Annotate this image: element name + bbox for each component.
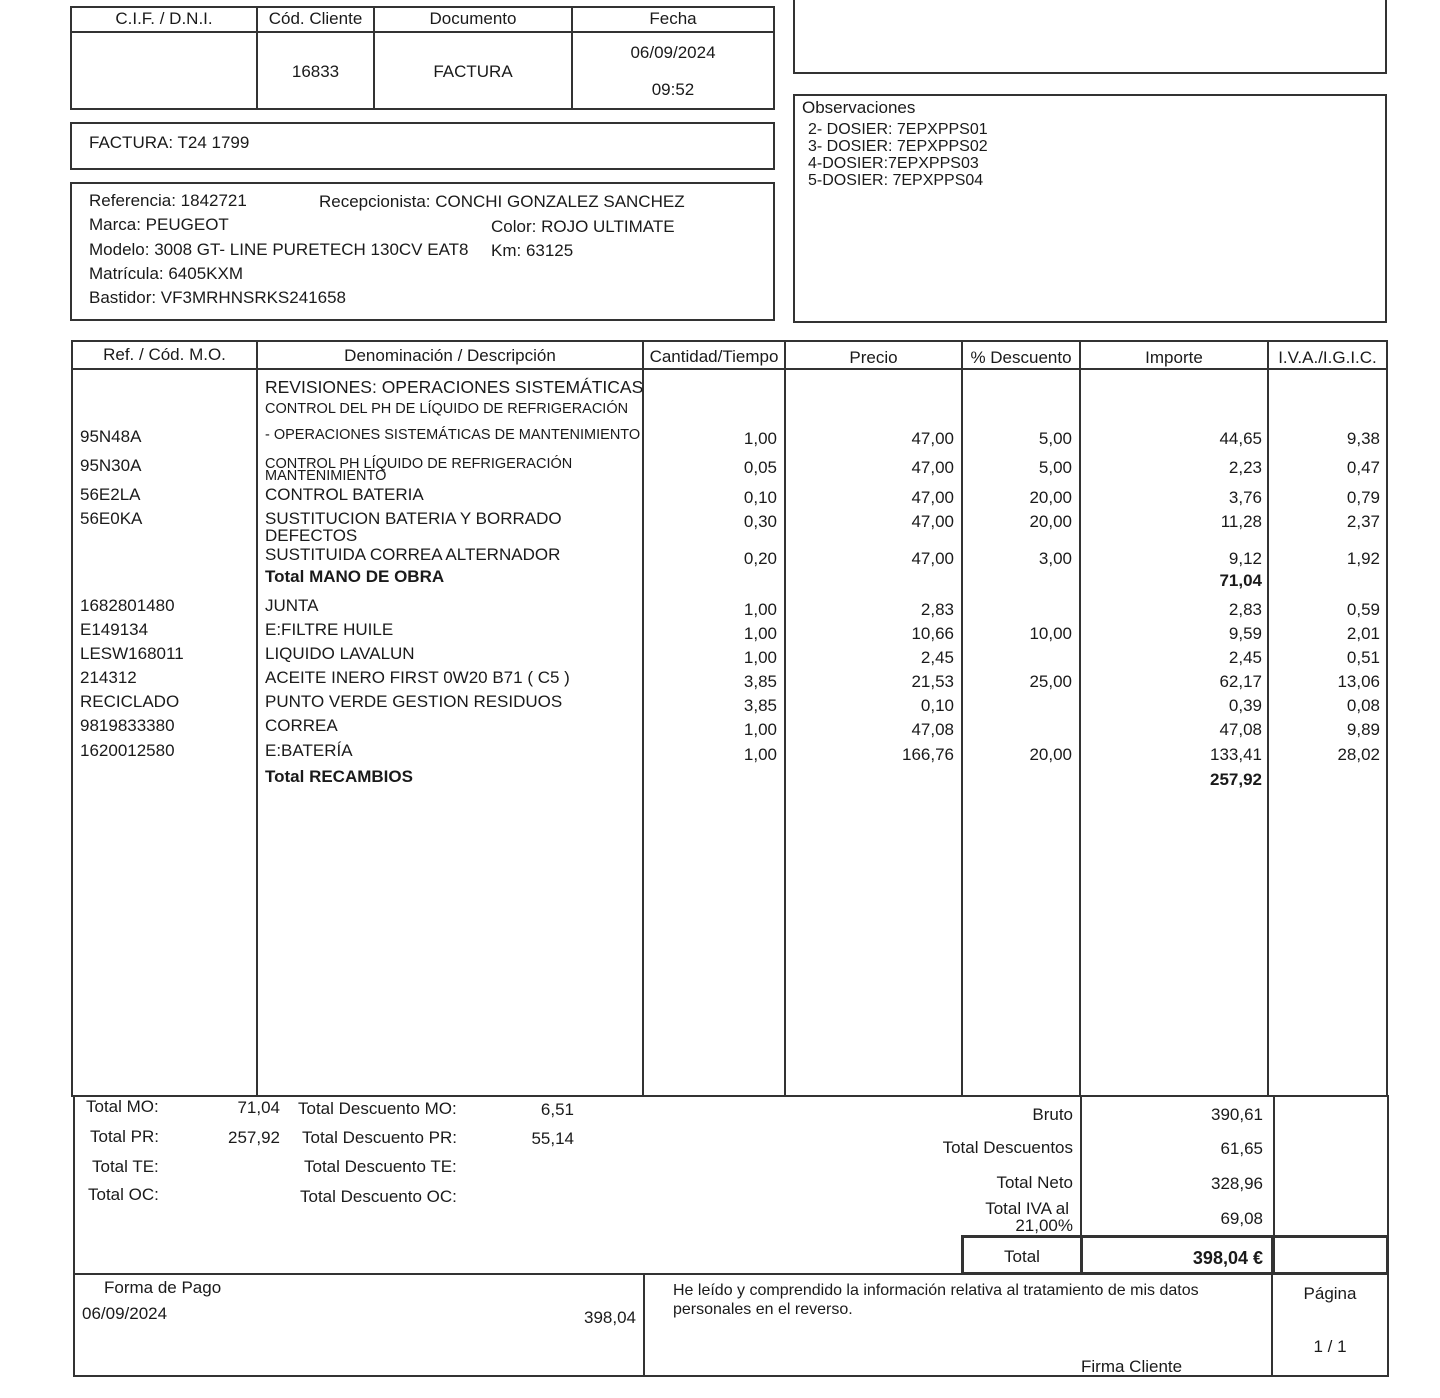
row-importe: 2,45	[1228, 647, 1262, 667]
row-quantity: 3,85	[743, 671, 777, 691]
row-price: 21,53	[911, 671, 954, 691]
total-mo-value: 71,04	[237, 1098, 280, 1117]
table-col-divider	[961, 340, 963, 1097]
cliente-value: 16833	[291, 62, 340, 81]
vehicle-modelo: Modelo: 3008 GT- LINE PURETECH 130CV EAT8	[89, 240, 469, 259]
bruto-value: 390,61	[1211, 1105, 1263, 1124]
iva-label-line2: 21,00%	[1015, 1216, 1073, 1235]
row-description: LIQUIDO LAVALUN	[265, 644, 415, 663]
total-oc-label: Total OC:	[88, 1185, 159, 1204]
row-quantity: 1,00	[743, 719, 777, 739]
row-price: 47,08	[911, 719, 954, 739]
desc-oc-label: Total Descuento OC:	[300, 1187, 457, 1206]
descuentos-label: Total Descuentos	[942, 1138, 1073, 1157]
bruto-label: Bruto	[1032, 1105, 1073, 1124]
row-iva: 0,79	[1346, 487, 1380, 507]
fecha-label: Fecha	[649, 9, 697, 28]
vehicle-referencia: Referencia: 1842721	[89, 191, 247, 210]
table-col-divider	[642, 340, 644, 1097]
total-value: 398,04 €	[1192, 1248, 1263, 1268]
vehicle-matricula: Matrícula: 6405KXM	[89, 264, 244, 283]
row-importe: 47,08	[1219, 719, 1262, 739]
total-pr-value: 257,92	[228, 1128, 280, 1147]
row-price: 47,00	[911, 512, 954, 532]
row-discount: 20,00	[1029, 512, 1072, 532]
row-description-continued: MANTENIMIENTO	[265, 468, 387, 484]
header-divider	[70, 31, 775, 33]
row-discount: 3,00	[1038, 548, 1072, 568]
total-label: Total	[1004, 1247, 1040, 1266]
row-discount: 5,00	[1038, 429, 1072, 448]
row-price: 10,66	[911, 623, 954, 643]
neto-value: 328,96	[1211, 1174, 1263, 1193]
row-importe: 44,65	[1219, 429, 1262, 448]
row-price: 47,00	[911, 548, 954, 568]
row-importe: 3,76	[1228, 487, 1262, 507]
footer-divider	[643, 1273, 645, 1377]
row-quantity: 1,00	[743, 429, 777, 448]
table-col-divider	[1267, 340, 1269, 1097]
row-iva: 28,02	[1337, 744, 1380, 764]
documento-value: FACTURA	[433, 62, 513, 81]
row-importe: 2,23	[1228, 458, 1262, 478]
row-quantity: 3,85	[743, 695, 777, 715]
row-ref: 1620012580	[80, 741, 175, 760]
row-iva: 2,37	[1346, 512, 1380, 532]
row-importe: 9,59	[1228, 623, 1262, 643]
firma-cliente-label: Firma Cliente	[1081, 1357, 1183, 1376]
iva-label-line1: Total IVA al	[985, 1199, 1069, 1218]
row-price: 47,00	[911, 487, 954, 507]
col-header-importe: Importe	[1145, 348, 1203, 367]
vehicle-km: Km: 63125	[491, 241, 574, 260]
row-iva: 2,01	[1346, 623, 1380, 643]
row-quantity: 1,00	[743, 647, 777, 667]
total-te-label: Total TE:	[92, 1157, 159, 1176]
desc-pr-value: 55,14	[531, 1129, 574, 1148]
row-iva: 0,51	[1346, 647, 1380, 667]
row-ref: 56E2LA	[80, 485, 141, 504]
row-ref: 56E0KA	[80, 509, 143, 528]
col-header-desc: Denominación / Descripción	[344, 346, 556, 365]
row-discount: 10,00	[1029, 623, 1072, 643]
total-recambios-label: Total RECAMBIOS	[265, 767, 413, 786]
col-header-qty: Cantidad/Tiempo	[649, 347, 779, 366]
row-discount: 20,00	[1029, 744, 1072, 764]
row-discount: 5,00	[1038, 458, 1072, 478]
row-importe: 0,39	[1228, 695, 1262, 715]
forma-pago-label: Forma de Pago	[104, 1278, 222, 1297]
row-price: 47,00	[911, 429, 954, 448]
vehicle-recepcionista: Recepcionista: CONCHI GONZALEZ SANCHEZ	[319, 192, 685, 211]
total-mo-label: Total MO:	[86, 1097, 159, 1116]
row-iva: 0,08	[1346, 695, 1380, 715]
row-price: 2,45	[920, 647, 954, 667]
row-price: 166,76	[902, 744, 954, 764]
row-iva: 1,92	[1346, 548, 1380, 568]
row-ref: LESW168011	[80, 644, 184, 663]
row-discount: 25,00	[1029, 671, 1072, 691]
observaciones-title: Observaciones	[802, 98, 916, 117]
row-importe: 9,12	[1228, 548, 1262, 568]
vehicle-bastidor: Bastidor: VF3MRHNSRKS241658	[89, 288, 347, 307]
table-col-divider	[256, 340, 258, 1097]
pagina-value: 1 / 1	[1313, 1337, 1347, 1356]
col-header-price: Precio	[849, 348, 898, 367]
row-ref: 95N48A	[80, 427, 142, 446]
col-header-disc: % Descuento	[970, 348, 1072, 367]
section-subtitle: CONTROL DEL PH DE LÍQUIDO DE REFRIGERACIÓN	[265, 401, 629, 417]
table-header-divider	[71, 368, 1388, 370]
total-box-divider	[1080, 1235, 1083, 1275]
row-quantity: 0,05	[743, 458, 777, 478]
row-description: SUSTITUIDA CORREA ALTERNADOR	[265, 545, 561, 564]
row-discount: 20,00	[1029, 487, 1072, 507]
row-importe: 2,83	[1228, 599, 1262, 619]
row-description: CONTROL BATERIA	[265, 485, 424, 504]
table-col-divider	[784, 340, 786, 1097]
row-iva: 0,47	[1346, 458, 1380, 478]
row-ref: 9819833380	[80, 716, 175, 735]
row-ref: E149134	[80, 620, 149, 639]
total-mano-obra-value: 71,04	[1219, 571, 1262, 590]
row-description: ACEITE INERO FIRST 0W20 B71 ( C5 )	[265, 668, 570, 687]
row-iva: 13,06	[1337, 671, 1380, 691]
total-recambios-value: 257,92	[1210, 770, 1262, 789]
cliente-label: Cód. Cliente	[268, 9, 363, 28]
fecha-value: 06/09/2024	[630, 43, 716, 62]
row-description: JUNTA	[265, 596, 319, 615]
col-header-ref: Ref. / Cód. M.O.	[103, 345, 226, 364]
row-quantity: 0,10	[743, 487, 777, 507]
row-ref: 1682801480	[80, 596, 175, 615]
row-importe: 11,28	[1220, 512, 1262, 532]
row-quantity: 1,00	[743, 744, 777, 764]
table-col-divider	[1079, 340, 1081, 1097]
observaciones-line: 3- DOSIER: 7EPXPPS02	[808, 138, 988, 155]
row-quantity: 1,00	[743, 599, 777, 619]
section-title: REVISIONES: OPERACIONES SISTEMÁTICAS	[265, 377, 644, 397]
neto-label: Total Neto	[996, 1173, 1073, 1192]
row-ref: 95N30A	[80, 456, 142, 475]
row-iva: 0,59	[1346, 599, 1380, 619]
pago-importe: 398,04	[584, 1308, 636, 1327]
row-quantity: 1,00	[743, 623, 777, 643]
vehicle-marca: Marca: PEUGEOT	[89, 215, 229, 234]
hora-value: 09:52	[651, 80, 695, 99]
iva-value: 69,08	[1220, 1209, 1263, 1228]
observaciones-line: 2- DOSIER: 7EPXPPS01	[808, 121, 988, 138]
row-price: 0,10	[920, 695, 954, 715]
row-description: PUNTO VERDE GESTION RESIDUOS	[265, 692, 563, 711]
pagina-label: Página	[1303, 1284, 1357, 1303]
row-quantity: 0,20	[743, 548, 777, 568]
row-price: 47,00	[911, 458, 954, 478]
row-quantity: 0,30	[743, 512, 777, 532]
row-ref: 214312	[80, 668, 137, 687]
documento-label: Documento	[429, 9, 517, 28]
desc-pr-label: Total Descuento PR:	[302, 1128, 457, 1147]
total-pr-label: Total PR:	[90, 1127, 159, 1146]
row-importe: 133,41	[1210, 744, 1262, 764]
row-price: 2,83	[920, 599, 954, 619]
vehicle-color: Color: ROJO ULTIMATE	[491, 217, 675, 236]
pago-fecha: 06/09/2024	[82, 1304, 168, 1323]
desc-mo-value: 6,51	[540, 1100, 574, 1119]
row-description: CONTROL PH LÍQUIDO DE REFRIGERACIÓN	[265, 456, 573, 472]
desc-te-label: Total Descuento TE:	[304, 1157, 457, 1176]
observaciones-line: 4-DOSIER:7EPXPPS03	[808, 155, 979, 172]
row-description: E:BATERÍA	[265, 741, 353, 760]
row-ref: RECICLADO	[80, 692, 180, 711]
desc-mo-label: Total Descuento MO:	[298, 1099, 457, 1118]
total-box-divider	[1271, 1235, 1274, 1275]
cif-label: C.I.F. / D.N.I.	[115, 9, 213, 28]
address-box	[793, 0, 1387, 74]
observaciones-line: 5-DOSIER: 7EPXPPS04	[808, 172, 984, 189]
row-description: SUSTITUCION BATERIA Y BORRADO	[265, 509, 562, 528]
legal-line-1: He leído y comprendido la información relativa al tratamiento de mis datos	[673, 1282, 1199, 1299]
row-importe: 62,17	[1219, 671, 1262, 691]
row-description-continued: DEFECTOS	[265, 526, 358, 545]
legal-line-2: personales en el reverso.	[673, 1301, 853, 1318]
invoice-number: FACTURA: T24 1799	[89, 133, 250, 152]
row-description: - OPERACIONES SISTEMÁTICAS DE MANTENIMIENTO	[265, 427, 641, 443]
total-mano-obra-label: Total MANO DE OBRA	[265, 567, 445, 586]
col-header-iva: I.V.A./I.G.I.C.	[1278, 348, 1377, 367]
row-description: CORREA	[265, 716, 338, 735]
row-description: E:FILTRE HUILE	[265, 620, 394, 639]
row-iva: 9,38	[1346, 429, 1380, 448]
descuentos-value: 61,65	[1220, 1139, 1263, 1158]
row-iva: 9,89	[1346, 719, 1380, 739]
